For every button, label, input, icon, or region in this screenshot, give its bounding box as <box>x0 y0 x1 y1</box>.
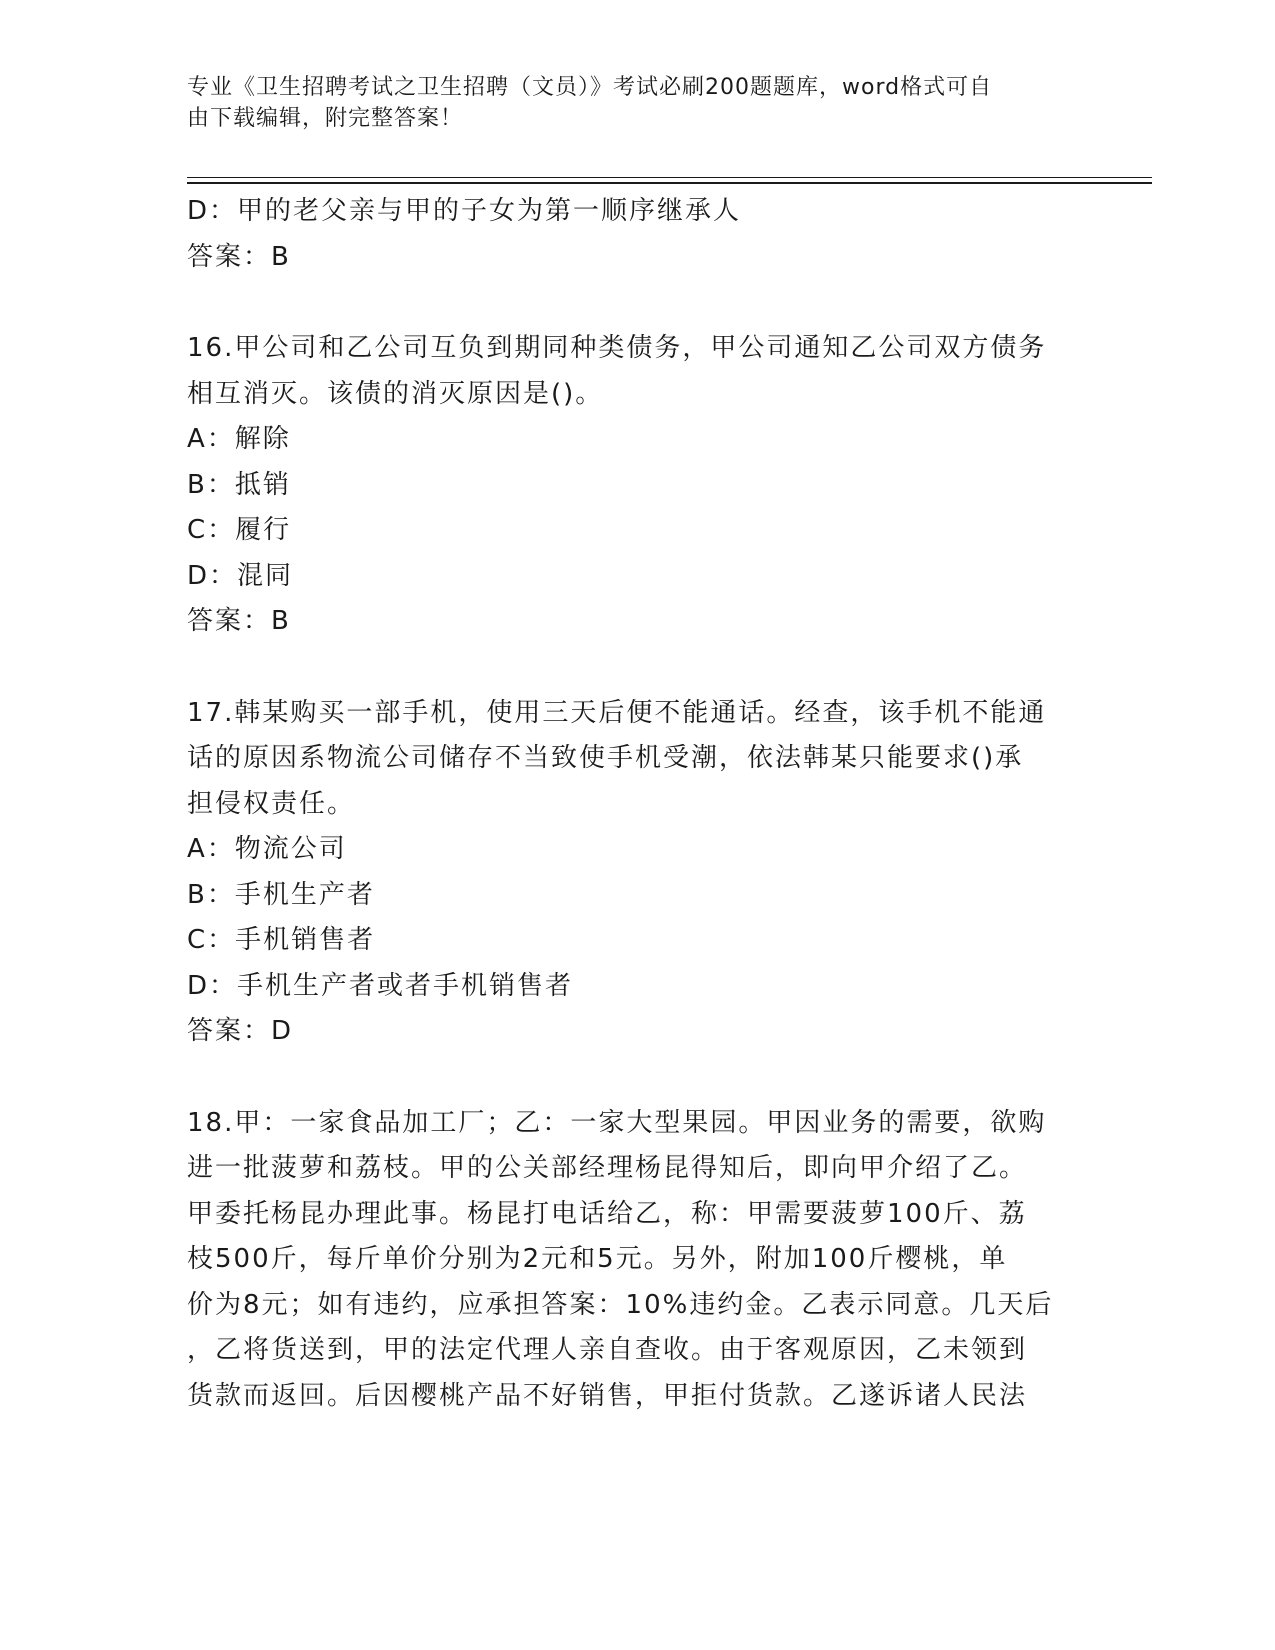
question-17 <box>187 691 1087 1055</box>
question-stem-line: 17.韩某购买一部手机，使用三天后便不能通话。经查，该手机不能通 <box>187 697 1047 728</box>
question-stem-line: 相互消灭。该债的消灭原因是()。 <box>187 378 604 409</box>
prev-answer: 答案：B <box>187 241 291 272</box>
option-c: C：手机销售者 <box>187 925 376 955</box>
option-a: A：解除 <box>187 424 291 454</box>
option-d: D：混同 <box>187 560 294 591</box>
option-b: B：抵销 <box>187 469 291 500</box>
question-16 <box>187 326 1087 645</box>
header-line-2: 由下载编辑，附完整答案！ <box>187 106 464 131</box>
option-d: D：手机生产者或者手机销售者 <box>187 970 574 1001</box>
option-c: C：履行 <box>187 515 292 545</box>
document-body <box>187 189 1087 1419</box>
document-header <box>187 72 1067 134</box>
question-18 <box>187 1101 1087 1420</box>
header-rule-thick <box>187 182 1152 184</box>
question-stem-line: ，乙将货送到，甲的法定代理人亲自查收。由于客观原因，乙未领到 <box>187 1335 1028 1365</box>
question-stem-line: 价为8元；如有违约，应承担答案：10%违约金。乙表示同意。几天后 <box>187 1289 1054 1320</box>
question-stem-line: 16.甲公司和乙公司互负到期同种类债务，甲公司通知乙公司双方债务 <box>187 333 1047 363</box>
question-stem-line: 甲委托杨昆办理此事。杨昆打电话给乙，称：甲需要菠萝100斤、荔 <box>187 1198 1027 1229</box>
question-stem-line: 话的原因系物流公司储存不当致使手机受潮，依法韩某只能要求()承 <box>187 743 1024 773</box>
header-rule-thin <box>187 177 1152 178</box>
question-stem-line: 枝500斤，每斤单价分别为2元和5元。另外，附加100斤樱桃，单 <box>187 1244 1008 1274</box>
header-line-1: 专业《卫生招聘考试之卫生招聘（文员）》考试必刷200题题库，word格式可自 <box>187 75 993 100</box>
answer: 答案：D <box>187 1016 294 1046</box>
question-stem-line: 担侵权责任。 <box>187 788 356 819</box>
option-b: B：手机生产者 <box>187 879 375 910</box>
question-stem-line: 货款而返回。后因樱桃产品不好销售，甲拒付货款。乙遂诉诸人民法 <box>187 1380 1028 1411</box>
prev-option-d: D：甲的老父亲与甲的子女为第一顺序继承人 <box>187 196 742 226</box>
option-a: A：物流公司 <box>187 834 347 864</box>
question-stem-line: 进一批菠萝和荔枝。甲的公关部经理杨昆得知后，即向甲介绍了乙。 <box>187 1153 1028 1183</box>
question-stem-line: 18.甲：一家食品加工厂；乙：一家大型果园。甲因业务的需要，欲购 <box>187 1107 1047 1138</box>
answer: 答案：B <box>187 606 291 636</box>
